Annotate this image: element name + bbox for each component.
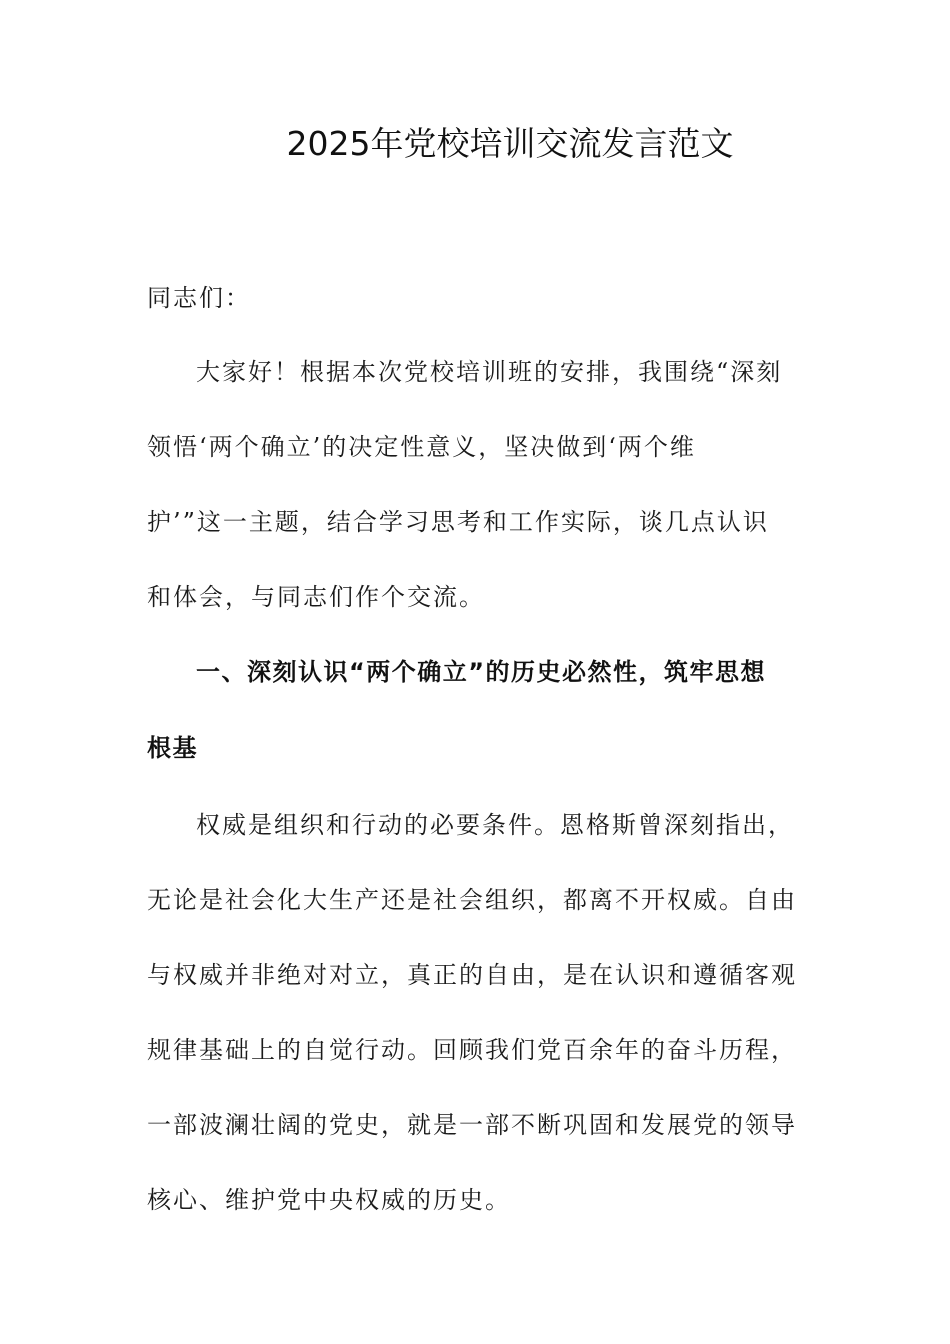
section-1-line-1: 权威是组织和行动的必要条件。恩格斯曾深刻指出， [196, 811, 794, 839]
section-1-line-5: 一部波澜壮阔的党史，就是一部不断巩固和发展党的领导 [147, 1111, 797, 1139]
section-1-heading-line-2: 根基 [147, 734, 198, 762]
section-1-line-3: 与权威并非绝对对立，真正的自由，是在认识和遵循客观 [147, 961, 797, 989]
document-title: 2025年党校培训交流发言范文 [286, 124, 734, 163]
intro-line-4: 和体会，与同志们作个交流。 [147, 583, 485, 611]
salutation: 同志们： [147, 284, 251, 312]
section-1-line-2: 无论是社会化大生产还是社会组织，都离不开权威。自由 [147, 886, 797, 914]
intro-line-2: 领悟‘两个确立’的决定性意义，坚决做到‘两个维 [147, 433, 696, 461]
section-1-line-6: 核心、维护党中央权威的历史。 [147, 1186, 511, 1214]
intro-line-1: 大家好！根据本次党校培训班的安排，我围绕“深刻 [196, 358, 783, 386]
section-1-heading-line-1: 一、深刻认识“两个确立”的历史必然性，筑牢思想 [196, 658, 767, 686]
section-1-line-4: 规律基础上的自觉行动。回顾我们党百余年的奋斗历程， [147, 1036, 797, 1064]
intro-line-3: 护’”这一主题，结合学习思考和工作实际，谈几点认识 [147, 508, 769, 536]
